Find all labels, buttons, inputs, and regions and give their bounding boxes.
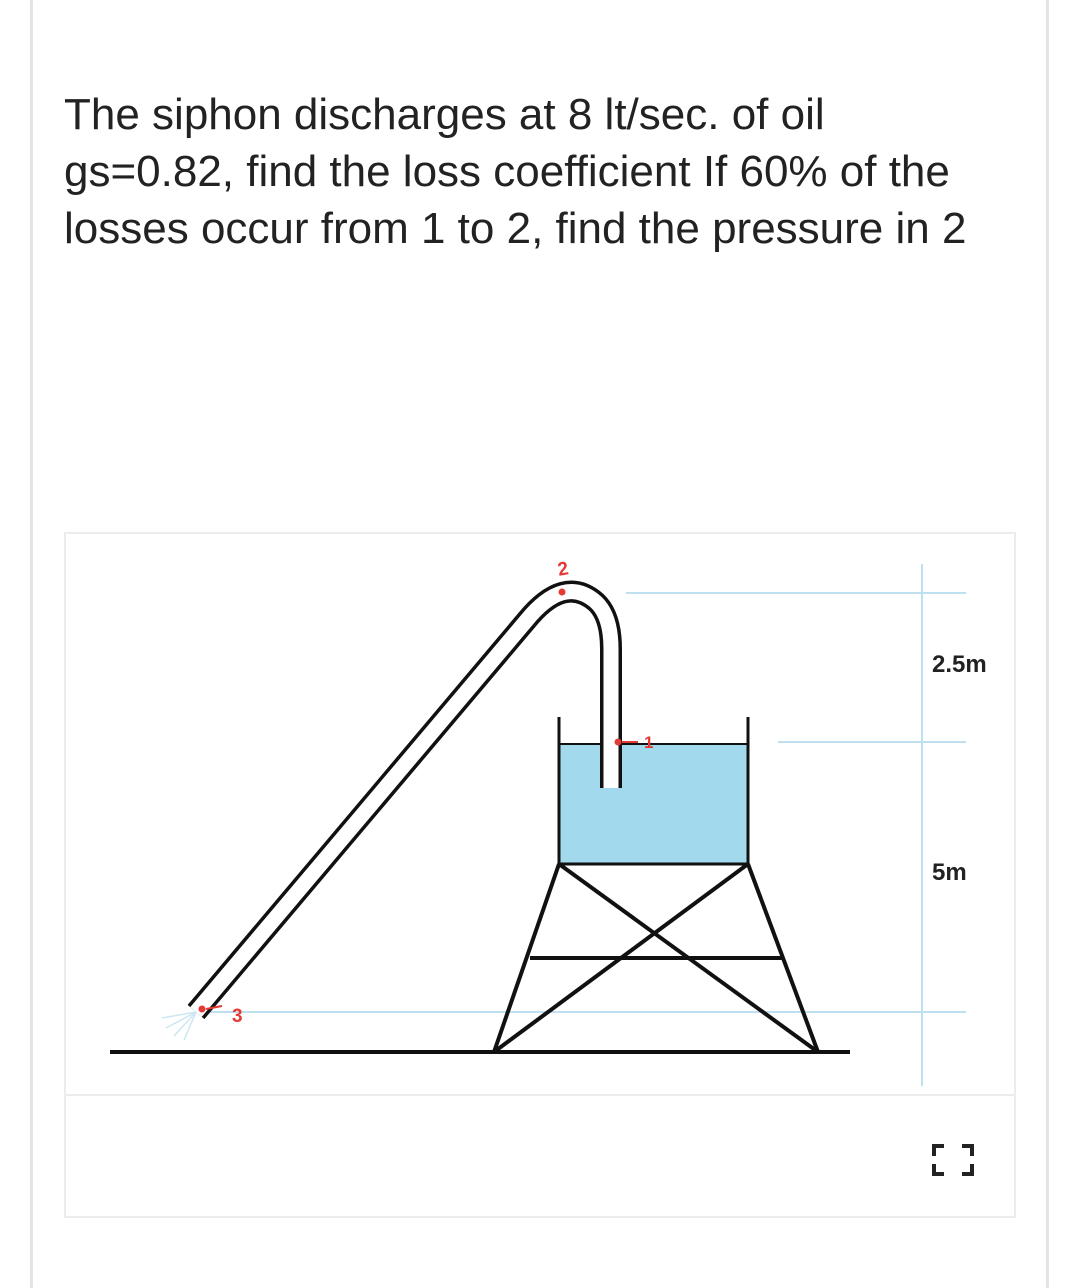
- point-2-label: 2: [556, 558, 571, 581]
- point-1-label: 1: [644, 733, 654, 752]
- dimension-label-lower: 5m: [932, 859, 967, 886]
- point-1-marker: [615, 739, 622, 746]
- expand-icon[interactable]: [930, 1142, 976, 1178]
- page-border-left: [30, 0, 33, 1288]
- question-text: The siphon discharges at 8 lt/sec. of oil gs=0.82, find the loss coefficient If 60% of the losses occur from 1 to 2, find the pressure in 2: [64, 90, 967, 253]
- point-3-marker: [199, 1006, 206, 1013]
- figure-divider: [66, 1094, 1014, 1096]
- support-stand: [494, 864, 818, 1052]
- siphon-diagram: [66, 534, 1014, 1090]
- point-2-marker: [559, 589, 566, 596]
- outlet-spray: [162, 1012, 196, 1040]
- dimension-label-upper: 2.5m: [932, 651, 987, 678]
- siphon-pipe-bore: [196, 592, 611, 1012]
- point-3-label: 3: [232, 1006, 243, 1027]
- page-border-right: [1046, 0, 1049, 1288]
- tank-liquid: [559, 744, 748, 864]
- figure-card: [64, 532, 1016, 1218]
